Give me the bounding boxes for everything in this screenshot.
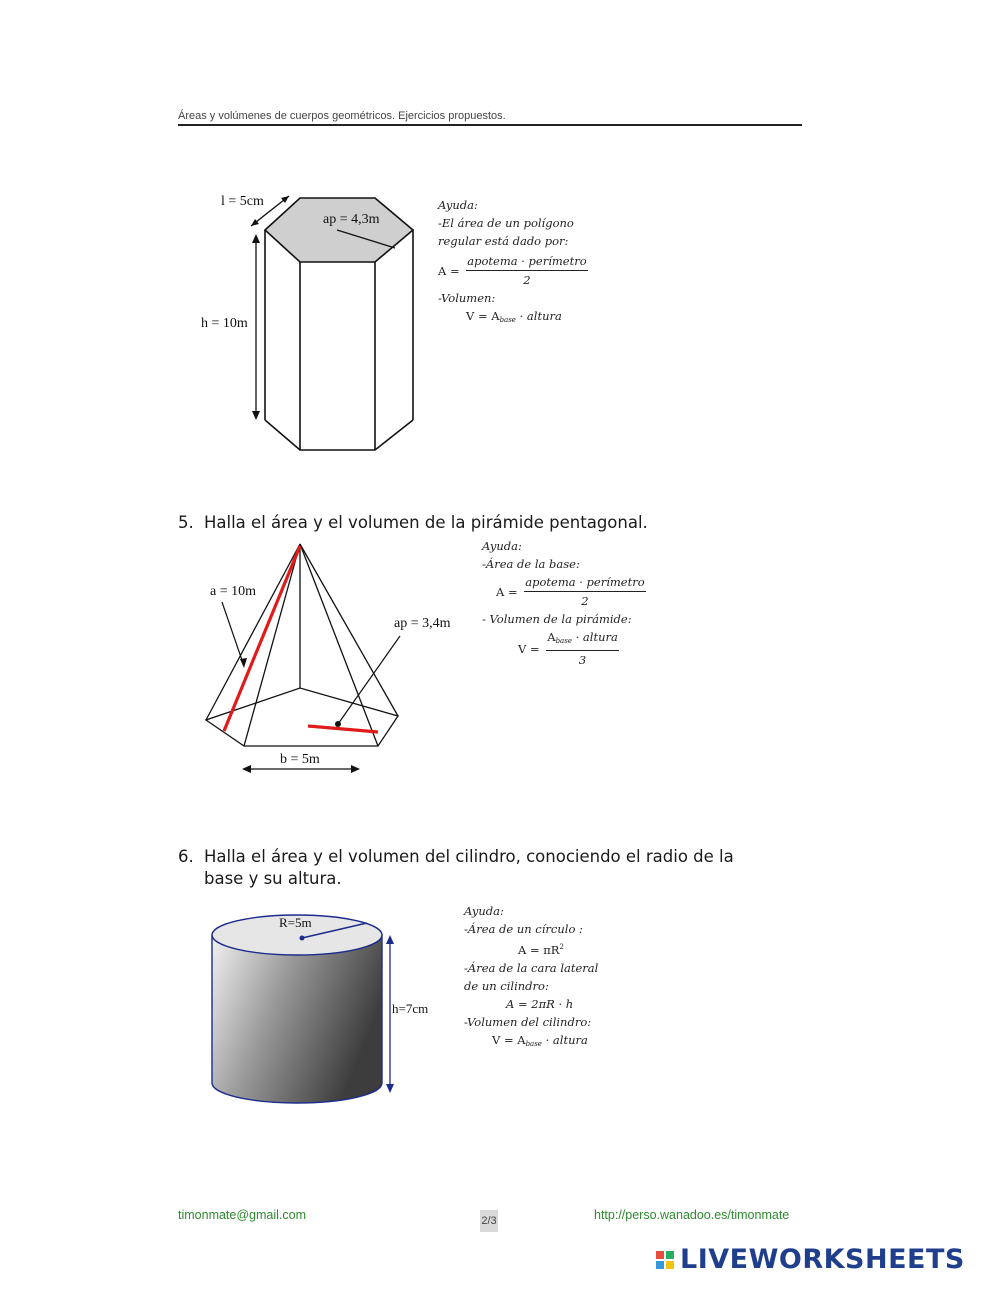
pyramid-formula-lhs: A = <box>496 584 518 599</box>
pentagonal-pyramid-drawing <box>200 538 470 778</box>
cylinder-volume-lhs: V = A <box>492 1033 526 1047</box>
cylinder-figure <box>205 905 445 1120</box>
prism-formula-numerator: apotema · perímetro <box>466 252 587 271</box>
pyramid-volume-fraction <box>546 628 619 669</box>
pyramid-volume-formula <box>482 628 646 669</box>
logo-square-yellow <box>666 1261 674 1269</box>
prism-help-box <box>438 196 588 329</box>
question-6-text-line2: base y su altura. <box>204 869 342 888</box>
pyramid-volume-num-sub: base <box>555 637 572 645</box>
cylinder-help-line1: -Área de un círculo : <box>464 922 583 936</box>
pyramid-volume-num-b: · altura <box>571 630 618 644</box>
cylinder-help-line3: de un cilindro: <box>464 979 549 993</box>
cylinder-formula2: A = 2πR · h <box>506 997 574 1011</box>
cylinder-height-label: h=7cm <box>392 1001 429 1016</box>
footer-url: http://perso.wanadoo.es/timonmate <box>594 1208 790 1222</box>
prism-volume-rhs: · altura <box>515 309 562 323</box>
cylinder-volume-formula <box>464 1031 598 1053</box>
cylinder-formula1-sup: 2 <box>559 943 564 951</box>
logo-mark-icon <box>656 1251 674 1269</box>
question-6-text-line1: Halla el área y el volumen del cilindro, conociendo el radio de la <box>204 847 734 866</box>
cylinder-help-title: Ayuda: <box>464 904 504 918</box>
pyramid-help-title: Ayuda: <box>482 539 522 553</box>
prism-apothem-label: ap = 4,3m <box>323 212 380 227</box>
prism-help-line2: regular está dado por: <box>438 234 569 248</box>
footer-page-number: 2/3 <box>480 1210 498 1232</box>
prism-formula-lhs: A = <box>438 263 460 278</box>
pyramid-volume-denominator: 3 <box>578 653 587 667</box>
question-5-text: Halla el área y el volumen de la pirámide pentagonal. <box>204 513 648 532</box>
pyramid-apothem-label: ap = 3,4m <box>394 616 451 631</box>
question-5 <box>178 512 648 534</box>
logo-square-red <box>656 1251 664 1259</box>
question-6-number: 6. <box>178 847 194 866</box>
pentagonal-pyramid-figure <box>200 538 470 778</box>
cylinder-radius-label: R=5m <box>279 915 312 930</box>
pyramid-formula-numerator: apotema · perímetro <box>524 573 645 592</box>
header-rule <box>178 124 802 126</box>
prism-formula-denominator: 2 <box>523 273 531 287</box>
page-header-title: Áreas y volúmenes de cuerpos geométricos. Ejercicios propuestos. <box>178 110 506 122</box>
prism-side-label: l = 5cm <box>221 194 264 209</box>
cylinder-formula1-text: A = πR <box>518 943 560 957</box>
pyramid-slant-label: a = 10m <box>210 584 256 599</box>
cylinder-help-line2: -Área de la cara lateral <box>464 961 599 975</box>
pyramid-volume-num-a: A <box>547 630 556 644</box>
cylinder-help-box <box>464 902 598 1053</box>
prism-help-volume-title: -Volumen: <box>438 291 496 305</box>
prism-volume-formula <box>438 307 588 329</box>
footer-email: timonmate@gmail.com <box>178 1208 307 1222</box>
pyramid-area-formula <box>482 573 646 610</box>
liveworksheets-logo <box>656 1244 965 1275</box>
pyramid-help-line1: -Área de la base: <box>482 557 580 571</box>
cylinder-volume-sub: base <box>525 1040 542 1048</box>
pyramid-volume-numerator <box>546 628 619 651</box>
prism-help-title: Ayuda: <box>438 198 478 212</box>
cylinder-help-line4: -Volumen del cilindro: <box>464 1015 592 1029</box>
pyramid-volume-lhs: V = <box>518 641 540 656</box>
cylinder-formula1 <box>464 938 598 959</box>
pyramid-help-line2: - Volumen de la pirámide: <box>482 612 632 626</box>
logo-square-green <box>666 1251 674 1259</box>
prism-area-formula <box>438 252 588 289</box>
logo-square-blue <box>656 1261 664 1269</box>
prism-height-label: h = 10m <box>201 316 248 331</box>
pyramid-formula-denominator: 2 <box>581 594 589 608</box>
prism-volume-lhs: V = A <box>466 309 500 323</box>
hexagonal-prism-figure <box>195 190 435 460</box>
pyramid-formula-fraction <box>524 573 645 610</box>
logo-text: LIVEWORKSHEETS <box>680 1244 965 1275</box>
prism-formula-fraction <box>466 252 587 289</box>
prism-volume-sub: base <box>499 316 516 324</box>
pyramid-base-label: b = 5m <box>280 752 320 767</box>
question-6 <box>178 846 734 890</box>
cylinder-volume-rhs: · altura <box>541 1033 588 1047</box>
pyramid-help-box <box>482 537 646 669</box>
question-5-number: 5. <box>178 513 194 532</box>
prism-help-line1: -El área de un polígono <box>438 216 574 230</box>
